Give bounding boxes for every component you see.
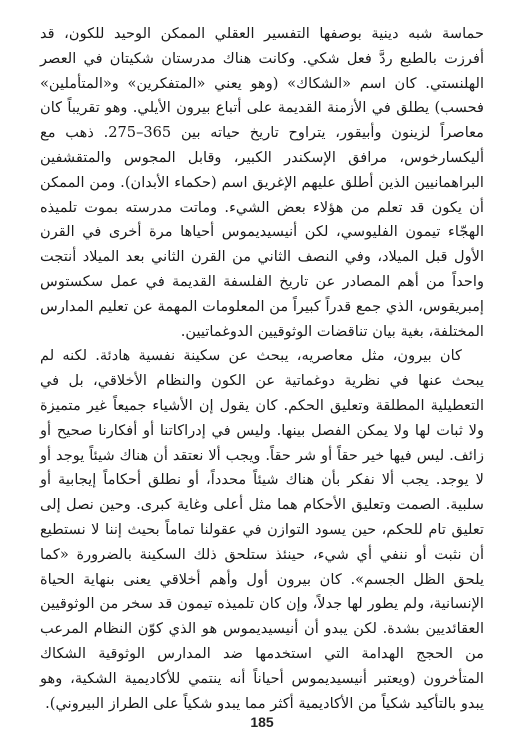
paragraph-1: حماسة شبه دينية بوصفها التفسير العقلي الممكن الوحيد للكون، قد أفرزت بالطبع ردَّ فعل شكي. وكانت هناك مدرستان شكيتان في العصر الهلنستي. كان اسم «الشكاك» (وهو يعني «المتفكرين» و«المتأملين» فحسب) يطلق في الأزمنة القديمة على أتباع بيرون الأيلي. وهو تقريباً كان معاصراً لزينون وأبيقور، يتراوح تاريخ حياته بين 365–275. ذهب مع أليكسارخوس، مرافق الإسكندر الكبير، وقابل المجوس والمتقشفين البراهمانيين الذين أطلق عليهم الإغريق اسم (حكماء الأبدان). ومن الممكن أن يكون قد تعلم من هؤلاء بعض الشيء. وماتت مدرسته بموت تلميذه الهجّاء تيمون الفليوسي، لكن أنيسيديموس أحياها مرة أخرى في القرن الأول قبل الميلاد، وفي النصف الثاني من القرن الثاني بعد الميلاد أنتجت واحداً من أهم المصادر عن تاريخ الفلسفة القديمة في عمل سكستوس إمبريقوس، الذي جمع قدراً كبيراً من المعلومات المهمة عن تعليم المدارس المختلفة، بغية بيان تناقضات الوثوقيين الدوغماتيين. (40, 25, 484, 340)
page-body (40, 22, 484, 712)
page-number: 185 (250, 714, 274, 730)
paragraph-2: كان بيرون، مثل معاصريه، يبحث عن سكينة نفسية هادئة. لكنه لم يبحث عنها في نظرية دوغماتية عن الكون والنظام الأخلاقي، بل في التعطيلية المطلقة وتعليق الحكم. كان يقول إن الأشياء جميعاً غير متميزة ولا ثبات لها ولا يمكن الفصل بينها. وليس في إدراكاتنا أو أفكارنا صحيح أو زائف. ليس فيها خير حقاً أو شر حقاً. ويجب ألا نعتقد أن هناك شيئاً يوجد أو لا يوجد. يجب ألا نفكر بأن هناك شيئاً محدداً، أو نطلق أحكاماً إيجابية أو سلبية. الصمت وتعليق الأحكام هما مثل أعلى وغاية كبرى. وحين نصل إلى تعليق تام للحكم، حين يسود التوازن في عقولنا تماماً بحيث إننا لا نستطيع أن نثبت أو ننفي أي شيء، حينئذ ستلحق ذلك السكينة بالضرورة «كما يلحق الظل الجسم». كان بيرون أول وأهم أخلاقي يعنى بنهاية الحياة الإنسانية، ولم يطور لها جدلاً، وإن كان تلميذه تيمون قد سخر من الوثوقيين العقائديين بشدة. لكن يبدو أن أنيسيديموس هو الذي كوّن النظام المرعب من الحجج الهدامة التي استخدمها ضد المدارس الوثوقية الشكاك المتأخرون (ويعتبر أنيسيديموس أحياناً أنه ينتمي للأكاديمية الشكية، وهو يبدو بالتأكيد شكياً من الأكاديمية أكثر مما يبدو شكياً على الطراز البيروني). (40, 347, 484, 712)
